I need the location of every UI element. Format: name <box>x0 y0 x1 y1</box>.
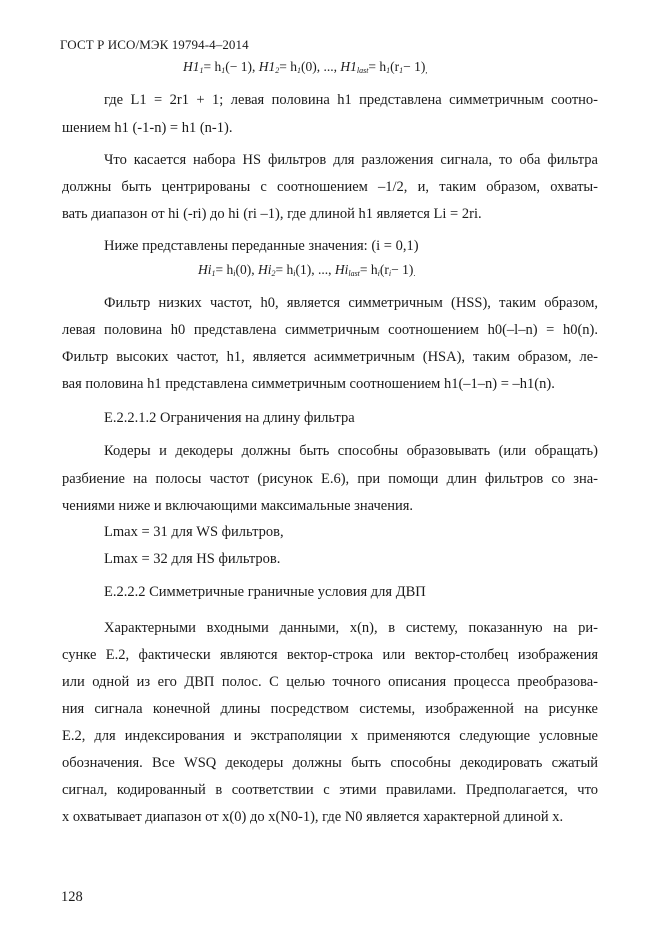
paragraph-line: разбиение на полосы частот (рисунок E.6), при помощи длин фильтров со зна- <box>62 471 598 487</box>
paragraph-line: ния сигнала конечной длины посредством системы, изображенной на рисунке <box>62 701 598 717</box>
formula-h1-values: $H1_1= h_1(- 1)$, $H1_2= h_1(0)$, ..., $H1_{last}= h_1(r_1- 1)_,$ <box>183 59 428 75</box>
paragraph-line: Ниже представлены переданные значения: (i = 0,1) <box>104 238 419 254</box>
paragraph-line: левая половина h0 представлена симметричным соотношением h0(–l–n) = h0(n). <box>62 322 598 338</box>
paragraph-line: чениями ниже и включающими максимальные значения. <box>62 498 414 514</box>
paragraph-line: вая половина h1 представлена симметричным соотношением h1(–1–n) = –h1(n). <box>62 376 555 392</box>
paragraph-line: сигнал, кодированный в соответствии с этими правилами. Предполагается, что <box>62 782 598 798</box>
paragraph-line: где L1 = 2r1 + 1; левая половина h1 представлена симметричным соотно- <box>104 92 598 108</box>
paragraph-line: Характерными входными данными, x(n), в систему, показанную на ри- <box>104 620 598 636</box>
section-heading: E.2.2.1.2 Ограничения на длину фильтра <box>104 410 355 426</box>
page-number: 128 <box>61 889 83 905</box>
formula-hi-values: $Hi_1= h_i(0)$, $Hi_2= h_i(1)$, ..., $Hi_{last}= h_i(r_i- 1)_.$ <box>198 262 416 278</box>
paragraph-line: обозначения. Все WSQ декодеры должны быть способны декодировать сжатый <box>62 755 598 771</box>
lmax-ws-line: Lmax = 31 для WS фильтров, <box>104 524 284 540</box>
section-heading: E.2.2.2 Симметричные граничные условия для ДВП <box>104 584 426 600</box>
paragraph-line: шением h1 (-1-n) = h1 (n-1). <box>62 120 233 136</box>
paragraph-line: E.2, для индексирования и экстраполяции x применяются следующие условные <box>62 728 598 744</box>
paragraph-line: x охватывает диапазон от x(0) до x(N0-1), где N0 является характерной длиной x. <box>62 809 564 825</box>
paragraph-line: сунке E.2, фактически являются вектор-строка или вектор-столбец изображения <box>62 647 598 663</box>
paragraph-line: Кодеры и декодеры должны быть способны образовывать (или обращать) <box>104 443 598 459</box>
paragraph-line: Фильтр низких частот, h0, является симметричным (HSS), таким образом, <box>104 295 598 311</box>
paragraph-line: должны быть центрированы с соотношением –1/2, и, таким образом, охваты- <box>62 179 598 195</box>
paragraph-line: Фильтр высоких частот, h1, является асимметричным (HSA), таким образом, ле- <box>62 349 598 365</box>
paragraph-line: вать диапазон от hi (-ri) до hi (ri –1), где длиной h1 является Li = 2ri. <box>62 206 482 222</box>
paragraph-line: Что касается набора HS фильтров для разложения сигнала, то оба фильтра <box>104 152 598 168</box>
lmax-hs-line: Lmax = 32 для HS фильтров. <box>104 551 281 567</box>
paragraph-line: или одной из его ДВП полос. С целью точного описания процесса преобразова- <box>62 674 598 690</box>
standard-header: ГОСТ Р ИСО/МЭК 19794-4–2014 <box>60 37 249 52</box>
